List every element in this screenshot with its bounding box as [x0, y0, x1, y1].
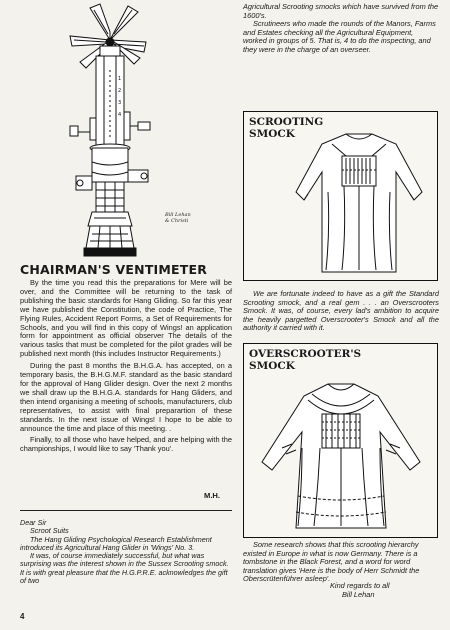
scrooting-smock-panel [243, 111, 438, 281]
continuation-paragraph: Agricultural Scrooting smocks which have survived from the 1600's. [243, 2, 439, 20]
illustration-signature [165, 212, 191, 224]
panel-title-line: SMOCK [249, 128, 295, 140]
description-paragraph: We are fortunate indeed to have as a gift the Standard Scrooting smock, and a real gem . . . an Overscrooters Smock. It was, of course, every lad's ambition to acquire the heavily pargetted Overscrooter's Smock and all the authority it carried with it. [243, 289, 439, 332]
svg-text:4: 4 [118, 112, 122, 118]
smock-description [243, 290, 439, 333]
signature-line: Bill Lehan [165, 212, 191, 218]
chairman-article [20, 279, 232, 457]
svg-text:1: 1 [118, 76, 122, 82]
article-paragraph: By the time you read this the preparations for Mere will be over, and the Committee will be returning to the task of publishing the basic standards for Hang Gliding. So far this year we have published the Constitution, the code of Practice, The Flying Rules, Accident Report Forms, a Set of Requirements for Schools, and you will find in this copy of Wings! an application form for appointment as official observer The details of the various tasks that must be completed for the pilot grades will be published next month (this includes Instructor Requirements.) [20, 278, 232, 359]
panel-title-line: SCROOTING [249, 116, 324, 128]
section-divider [20, 510, 232, 511]
ventimeter-illustration [50, 0, 170, 260]
smock-drawing [284, 122, 434, 277]
letter-subject: Scroot Suits [30, 526, 69, 536]
continuation-paragraph: Scrutineers who made the rounds of the Manors, Farms and Estates checking all the Agricultural Equipment, worked in groups of 5. That is, 4 to do the inspecting, and they were in the charge of an overseer. [243, 19, 436, 54]
panel-title [249, 348, 361, 372]
overscrooter-smock-drawing [252, 378, 430, 534]
svg-text:2: 2 [118, 88, 122, 94]
signature-line: & Christi [165, 218, 189, 224]
author-initials: M.H. [204, 491, 221, 500]
letter-to-editor [20, 519, 232, 585]
research-paragraph: Some research shows that this scrooting hierarchy existed in Europe in what is now Germany. There is a tombstone in the Black Forest, and a word for word translation gives 'Here is the body of Herr Schmidt the Oberscrütenführer asleep'. [243, 540, 420, 583]
panel-title-line: SMOCK [249, 360, 295, 372]
overscrooter-smock-panel [243, 343, 438, 538]
letter-signoff [330, 582, 390, 599]
signoff-greeting: Kind regards to all [330, 581, 390, 590]
letter-continuation [243, 3, 439, 54]
letter-paragraph: It was, of course immediately successful, but what was surprising was the interest shown in the Sussex Scrooting smock. It is with great pleasure that the H.G.P.R.E. acknowledges the gift of two [20, 551, 229, 586]
signoff-name: Bill Lehan [342, 589, 375, 599]
article-paragraph: During the past 8 months the B.H.G.A. has accepted, on a temporary basis, the B.H.G.M.F. standard as the basic standard for the approval of Hang Glider design. Over the next 2 months we shall draw up the B.H.G.A. standards for Hang Gliders, and then intend organising a meeting of schools, manufacturers, club representatives, to assist with final preparartion of these standards. In the next issue of Wings! I hope to be able to announce the time and place of this meeting. . [20, 361, 232, 433]
panel-title-line: OVERSCROOTER'S [249, 348, 362, 360]
svg-text:3: 3 [118, 100, 122, 106]
article-headline: CHAIRMAN'S VENTIMETER [20, 262, 208, 277]
research-note [243, 541, 439, 584]
article-paragraph: Finally, to all those who have helped, and are helping with the championships, I would like to say 'Thank you'. [20, 435, 232, 454]
letter-salutation: Dear Sir [20, 518, 47, 527]
page-number: 4 [20, 612, 25, 621]
letter-paragraph: The Hang Gliding Psychological Research Establishment introduced its Agricultural Hang Glider in 'Wings' No. 3. [20, 534, 212, 552]
